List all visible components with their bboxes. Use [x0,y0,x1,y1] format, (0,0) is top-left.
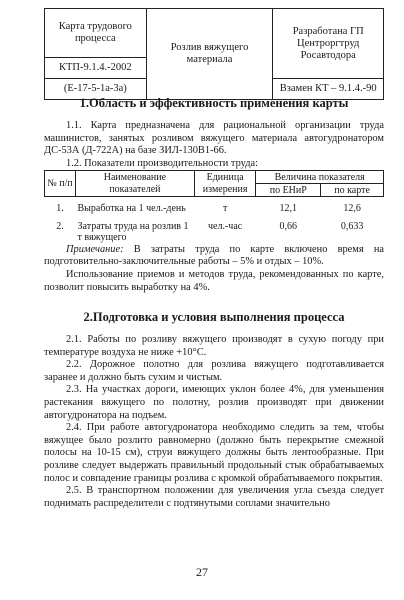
indicators-table [44,170,384,244]
paragraph-2-4: 2.4. При работе автогудронатора необходимо следить за тем, чтобы вяжущее было розлито равномерно (должно быть перекрытие смежной полосы на 10-15 см), струи вяжущего должны быть лентообразные. При розливе следует выдержать правильный продольный стык обрабатываемых полос и совпадение границы розлива с кромкой обрабатываемого покрытия. [44,422,384,484]
note-paragraph [44,244,384,269]
note-text: В затраты труда по карте включено время на подготовительно-заключительные работы – 5% и отдых – 10%. [44,243,384,268]
col-value-header: Величина показателя [256,171,384,184]
row-enir: 12,1 [279,203,298,215]
col-enir-header: по ЕНиР [256,184,321,197]
card-title: Карта трудового процесса [45,9,147,58]
paragraph-2-5: 2.5. В транспортном положении для увеличения угла съезда следует поднимать распределители с подтянутыми соплами значительно [44,485,384,509]
section-2-title: 2.Подготовка и условия выполнения процесса [83,310,345,324]
row-name: Выработка на 1 чел.-день [77,203,186,215]
col-num-header: № п/п [45,171,76,197]
table-row [45,221,384,244]
section-1 [44,96,384,294]
table-row [45,203,384,215]
row-num: 1. [56,203,64,215]
row-card: 12,6 [343,203,361,215]
section-2 [44,310,384,510]
row-unit: чел.-час [208,220,243,232]
paragraph-1-1: 1.1. Карта предназначена для рациональной организации труда машинистов, занятых розливом вяжущего материала автогудронатором ДС-53А (Д-722А) на базе ЗИЛ-130В1-66. [44,120,384,157]
card-subcode: (Е-17-5-1а-3а) [45,79,147,100]
replaces-info: Взамен КТ – 9.1.4.-90 [273,79,384,100]
col-name-header: Наименование показателей [76,171,195,197]
paragraph-2-1: 2.1. Работы по розливу вяжущего производят в сухую погоду при температуре воздуха не ниже +10°С. [44,334,384,358]
section-1-title: 1.Область и эффективность применения карты [79,96,349,110]
col-card-header: по карте [321,184,384,197]
header-card-table [44,8,384,100]
col-unit-header: Единица измерения [194,171,256,197]
row-name: Затраты труда на розлив 1 т вяжущего [77,220,189,244]
row-unit: т [222,203,228,215]
row-enir: 0,66 [279,220,298,232]
paragraph-2-2: 2.2. Дорожное полотно для розлива вяжущего подготавливается заранее и должно быть сухим и чистым. [44,359,384,383]
row-card: 0,633 [340,220,364,232]
card-code: КТП-9.1.4.-2002 [45,58,147,79]
paragraph-1-3: Использование приемов и методов труда, рекомендованных по карте, позволит повысить выработку на 4%. [44,269,384,293]
note-label: Примечание: [66,243,124,255]
row-num: 2. [56,220,64,232]
page-number: 27 [196,565,208,579]
developer-info: Разработана ГП Центроргтруд Росавтодора [273,9,384,79]
work-title: Розлив вяжущего материала [146,9,273,100]
paragraph-2-3: 2.3. На участках дороги, имеющих уклон более 4%, для уменьшения растекания вяжущего по полотну, розлив производят при движении автогудронатора на подъем. [44,384,384,421]
paragraph-1-2: 1.2. Показатели производительности труда: [66,157,258,169]
